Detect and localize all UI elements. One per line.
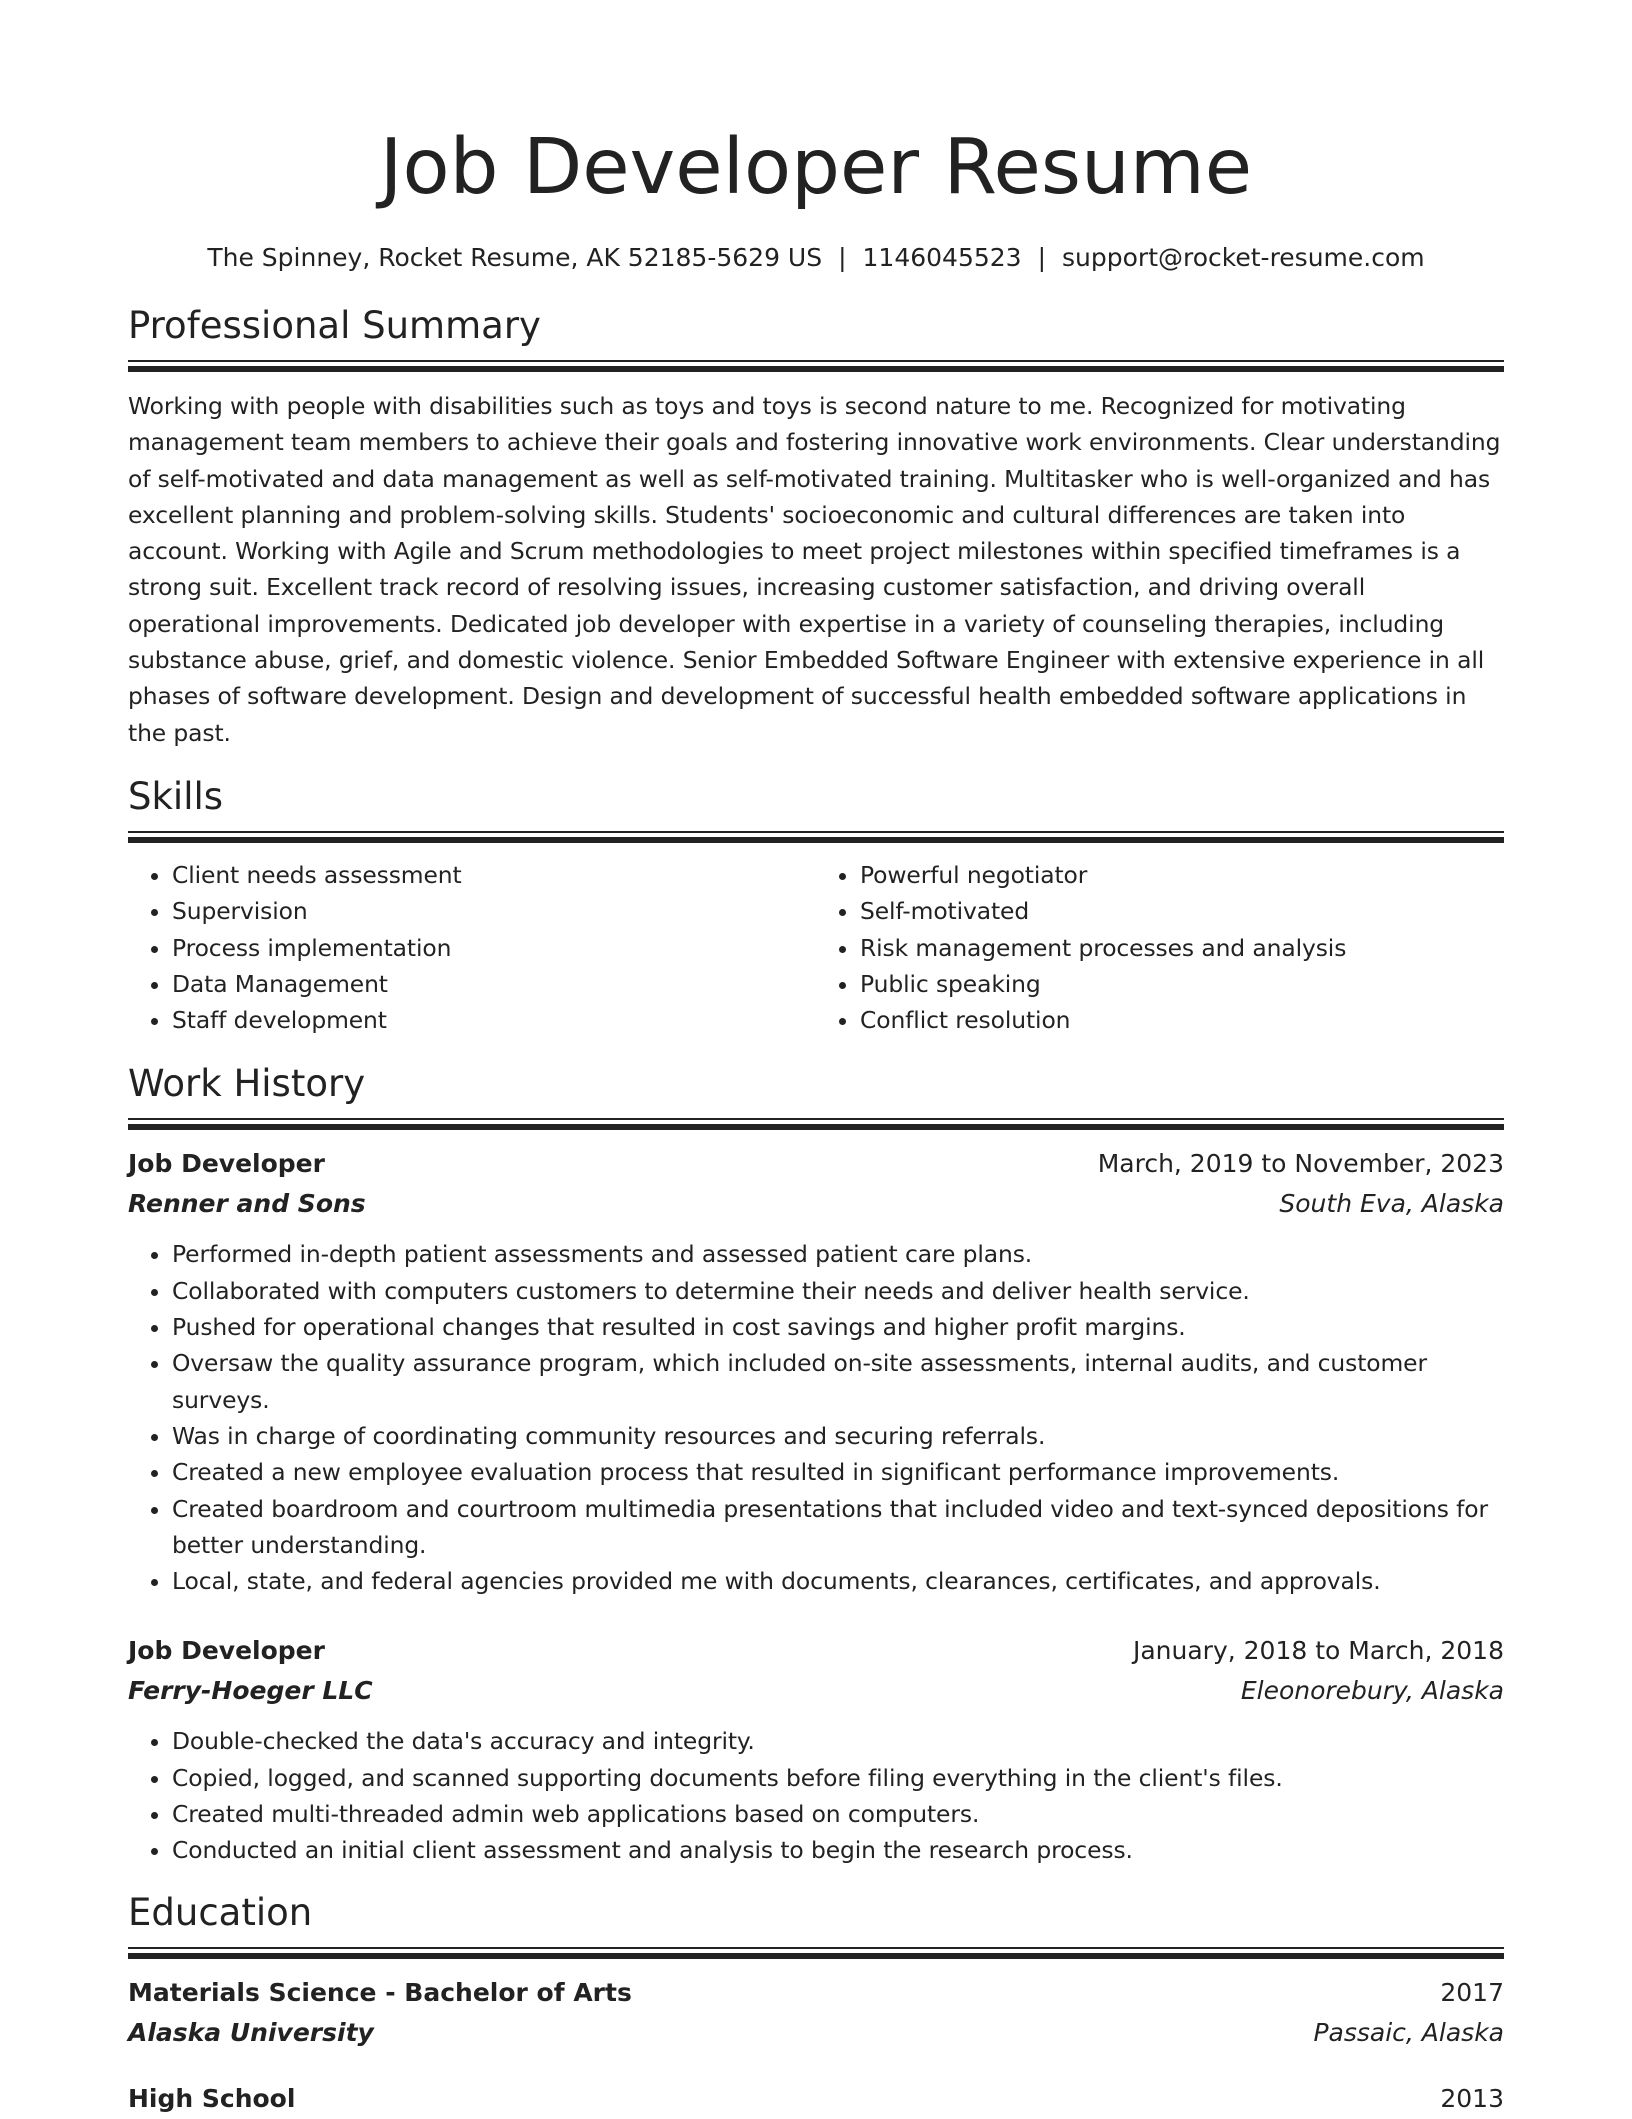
contact-phone: 1146045523 bbox=[862, 243, 1022, 272]
skills-list-right bbox=[816, 857, 1504, 1038]
section-divider bbox=[128, 831, 1504, 837]
summary-heading: Professional Summary bbox=[128, 304, 541, 347]
job-entry bbox=[128, 1144, 1504, 1599]
summary-section bbox=[128, 302, 1504, 751]
skill-item: • Data Management bbox=[172, 966, 816, 1002]
work-heading: Work History bbox=[128, 1062, 366, 1106]
contact-address: The Spinney, Rocket Resume, AK 52185-5629 US bbox=[207, 243, 823, 272]
job-location: Eleonorebury, Alaska bbox=[1240, 1676, 1504, 1706]
skill-item: • Supervision bbox=[172, 893, 816, 929]
education-year: 2013 bbox=[1440, 2083, 1504, 2113]
job-company: Ferry-Hoeger LLC bbox=[128, 1676, 373, 1706]
job-role: Job Developer bbox=[128, 1636, 325, 1666]
job-subheader bbox=[128, 1184, 1504, 1224]
education-location: Passaic, Alaska bbox=[1313, 2017, 1504, 2047]
skill-item: • Public speaking bbox=[860, 966, 1504, 1002]
job-bullet: • Collaborated with computers customers to determine their needs and deliver health service. bbox=[172, 1273, 1504, 1309]
education-entry bbox=[128, 1973, 1504, 2053]
job-bullet: • Created a new employee evaluation process that resulted in significant performance improvements. bbox=[172, 1454, 1504, 1490]
job-dates: January, 2018 to March, 2018 bbox=[1132, 1636, 1504, 1666]
education-entry bbox=[128, 2079, 1504, 2119]
job-bullet: • Was in charge of coordinating community resources and securing referrals. bbox=[172, 1418, 1504, 1454]
contact-separator: | bbox=[838, 243, 847, 272]
education-header bbox=[128, 2079, 1504, 2119]
skill-item: • Staff development bbox=[172, 1002, 816, 1038]
section-divider bbox=[128, 360, 1504, 366]
education-school: Alaska University bbox=[128, 2017, 374, 2047]
skill-item: • Powerful negotiator bbox=[860, 857, 1504, 893]
job-role: Job Developer bbox=[128, 1149, 325, 1179]
job-bullet: • Oversaw the quality assurance program, which included on-site assessments, internal audits, and customer surveys. bbox=[172, 1345, 1504, 1418]
job-bullet: • Local, state, and federal agencies provided me with documents, clearances, certificates, and approvals. bbox=[172, 1563, 1504, 1599]
skill-item: • Self-motivated bbox=[860, 893, 1504, 929]
job-bullet: • Conducted an initial client assessment and analysis to begin the research process. bbox=[172, 1832, 1504, 1868]
education-subheader bbox=[128, 2013, 1504, 2053]
section-divider bbox=[128, 1118, 1504, 1124]
education-section bbox=[128, 1889, 1504, 2119]
work-section bbox=[128, 1060, 1504, 1868]
skills-list-left bbox=[128, 857, 816, 1038]
job-bullet: • Created boardroom and courtroom multimedia presentations that included video and text-synced depositions for better understanding. bbox=[172, 1491, 1504, 1564]
job-dates: March, 2019 to November, 2023 bbox=[1097, 1149, 1504, 1179]
job-entry bbox=[128, 1631, 1504, 1868]
job-header bbox=[128, 1631, 1504, 1671]
education-heading: Education bbox=[128, 1890, 313, 1934]
skills-heading: Skills bbox=[128, 774, 224, 818]
job-company: Renner and Sons bbox=[128, 1189, 366, 1219]
contact-separator: | bbox=[1037, 243, 1047, 272]
contact-line bbox=[128, 240, 1504, 276]
job-bullet: • Pushed for operational changes that resulted in cost savings and higher profit margins. bbox=[172, 1309, 1504, 1345]
contact-email: support@rocket-resume.com bbox=[1062, 243, 1425, 272]
job-bullet: • Created multi-threaded admin web applications based on computers. bbox=[172, 1796, 1504, 1832]
education-degree: Materials Science - Bachelor of Arts bbox=[128, 1977, 632, 2007]
job-header bbox=[128, 1144, 1504, 1184]
page-title: Job Developer Resume bbox=[379, 123, 1253, 212]
skill-item: • Risk management processes and analysis bbox=[860, 930, 1504, 966]
education-degree: High School bbox=[128, 2083, 296, 2113]
skill-item: • Conflict resolution bbox=[860, 1002, 1504, 1038]
summary-text: Working with people with disabilities such as toys and toys is second nature to me. Recognized for motivating management team members to achieve their goals and fostering innovative work environments. Clear understanding of self-motivated and data management as well as self-motivated training. Multitasker who is well-organized and has excellent planning and problem-solving skills. Students' socioeconomic and cultural differences are taken into account. Working with Agile and Scrum methodologies to meet project milestones within specified timeframes is a strong suit. Excellent track record of resolving issues, increasing customer satisfaction, and driving overall operational improvements. Dedicated job developer with expertise in a variety of counseling therapies, including substance abuse, grief, and domestic violence. Senior Embedded Software Engineer with extensive experience in all phases of software development. Design and development of successful health embedded software applications in the past. bbox=[128, 392, 1501, 747]
skill-item: • Client needs assessment bbox=[172, 857, 816, 893]
job-bullet: • Double-checked the data's accuracy and integrity. bbox=[172, 1723, 1504, 1759]
job-bullets bbox=[128, 1723, 1504, 1868]
skills-section bbox=[128, 773, 1504, 1038]
job-location: South Eva, Alaska bbox=[1279, 1189, 1504, 1219]
job-bullet: • Copied, logged, and scanned supporting documents before filing everything in the client's files. bbox=[172, 1760, 1504, 1796]
skills-grid bbox=[128, 857, 1504, 1038]
education-header bbox=[128, 1973, 1504, 2013]
job-bullets bbox=[128, 1236, 1504, 1599]
job-subheader bbox=[128, 1671, 1504, 1711]
job-bullet: • Performed in-depth patient assessments and assessed patient care plans. bbox=[172, 1236, 1504, 1272]
education-year: 2017 bbox=[1440, 1977, 1504, 2007]
skill-item: • Process implementation bbox=[172, 930, 816, 966]
section-divider bbox=[128, 1947, 1504, 1953]
